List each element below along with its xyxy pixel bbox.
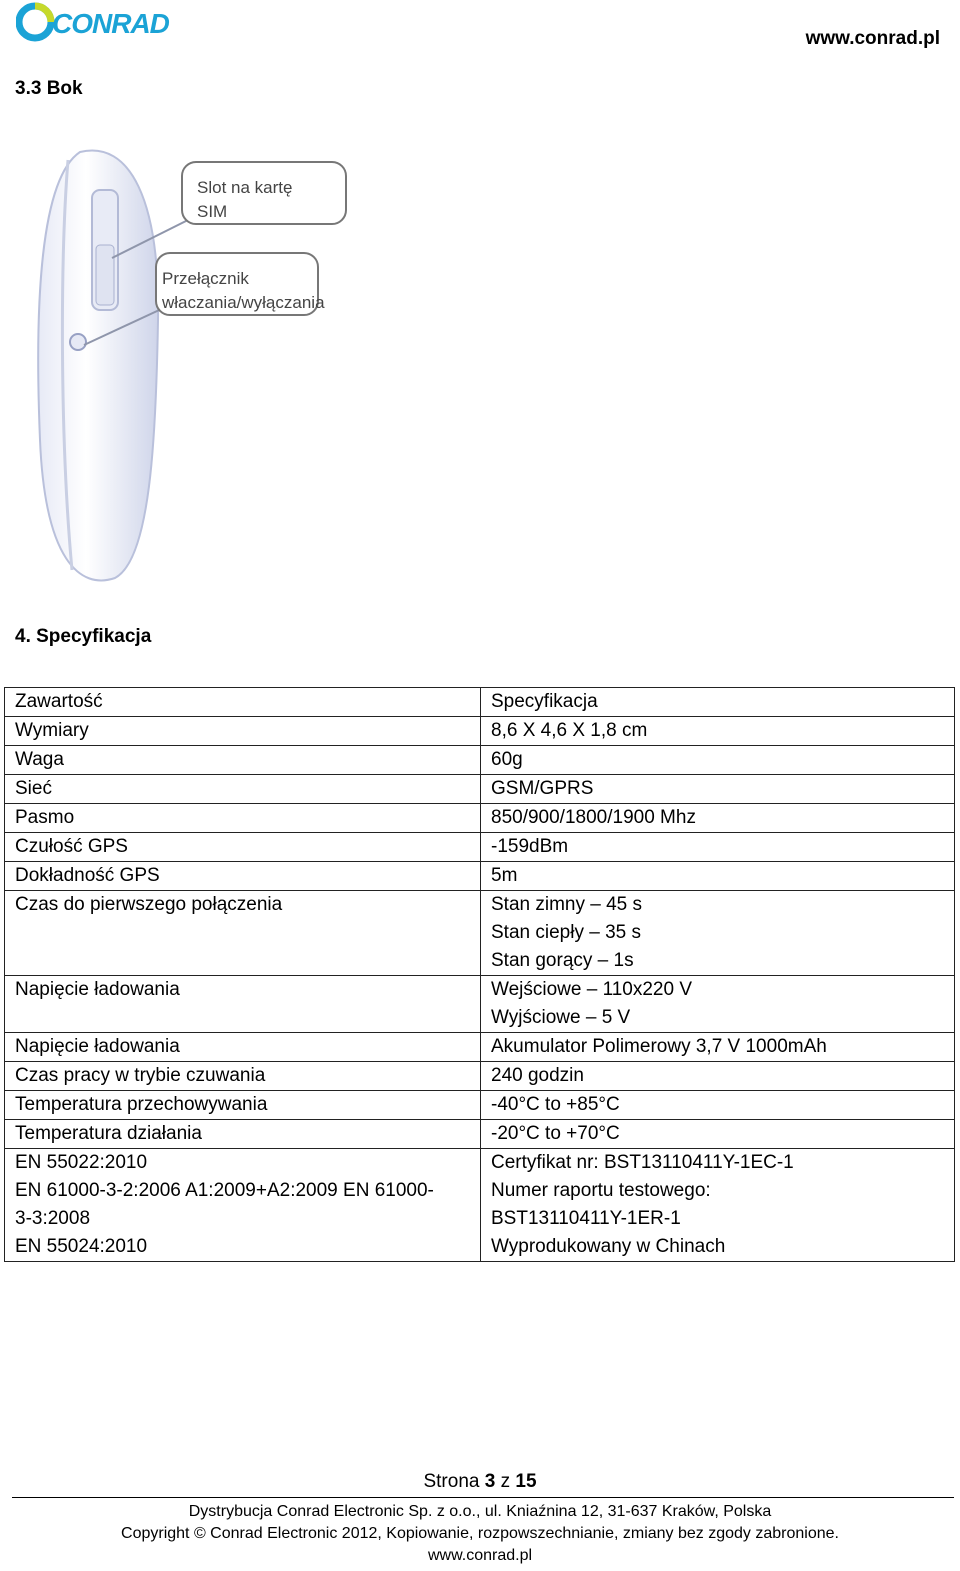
spec-value: Stan zimny – 45 s [491, 894, 643, 915]
spec-value-cell [481, 804, 955, 833]
spec-row [5, 717, 955, 746]
footer-address: Dystrybucja Conrad Electronic Sp. z o.o., ul. Kniaźnina 12, 31-637 Kraków, Polska [188, 1503, 772, 1520]
spec-row [5, 804, 955, 833]
spec-value: -40°C to +85°C [491, 1094, 620, 1115]
spec-value-cell [481, 775, 955, 804]
spec-row [5, 862, 955, 891]
spec-label: Czas do pierwszego połączenia [15, 894, 283, 915]
spec-label-cell [5, 976, 481, 1033]
spec-value-cell [481, 746, 955, 775]
site-url[interactable]: www.conrad.pl [805, 28, 940, 49]
spec-label-cell [5, 1120, 481, 1149]
spec-row [5, 891, 955, 976]
spec-label: 3-3:2008 [15, 1208, 91, 1229]
spec-label: Napięcie ładowania [15, 1036, 180, 1057]
spec-value-cell [481, 1033, 955, 1062]
spec-label-cell [5, 1062, 481, 1091]
footer-copyright: Copyright © Conrad Electronic 2012, Kopiowanie, rozpowszechnianie, zmiany bez zgody zabronione. [121, 1525, 839, 1542]
spec-value: Stan gorący – 1s [491, 950, 634, 971]
spec-value: Wyprodukowany w Chinach [491, 1236, 726, 1257]
spec-value-cell [481, 891, 955, 976]
callout-power-switch-line2: właczania/wyłączania [162, 293, 325, 312]
spec-label: Wymiary [15, 720, 89, 741]
spec-label-cell [5, 1149, 481, 1262]
spec-row [5, 976, 955, 1033]
section-4-title: 4. Specyfikacja [15, 626, 152, 647]
footer-divider [12, 1497, 954, 1498]
spec-value-cell [481, 1120, 955, 1149]
spec-label-cell [5, 688, 481, 717]
spec-value-cell [481, 1091, 955, 1120]
callout-sim-slot-line2: SIM [197, 202, 228, 221]
spec-label-cell [5, 746, 481, 775]
spec-value-cell [481, 833, 955, 862]
spec-label-cell [5, 804, 481, 833]
spec-value: GSM/GPRS [491, 778, 594, 799]
spec-value: Certyfikat nr: BST13110411Y-1EC-1 [491, 1152, 794, 1173]
spec-value: Specyfikacja [491, 691, 598, 712]
spec-row [5, 1120, 955, 1149]
footer-url[interactable]: www.conrad.pl [427, 1547, 533, 1564]
spec-label: Czułość GPS [15, 836, 128, 857]
spec-value-cell [481, 976, 955, 1033]
spec-row [5, 1033, 955, 1062]
spec-value-cell [481, 717, 955, 746]
spec-value: 5m [491, 865, 518, 886]
callout-sim-slot-line1: Slot na kartę [197, 178, 293, 197]
conrad-logo [16, 2, 172, 42]
spec-value: 850/900/1800/1900 Mhz [491, 807, 696, 828]
spec-label-cell [5, 717, 481, 746]
spec-row [5, 1149, 955, 1262]
spec-value: 60g [491, 749, 523, 770]
spec-label: Sieć [15, 778, 52, 799]
spec-label: Temperatura przechowywania [15, 1094, 268, 1115]
spec-value: Akumulator Polimerowy 3,7 V 1000mAh [491, 1036, 827, 1057]
spec-label: Zawartość [15, 691, 103, 712]
page-total: 15 [515, 1471, 537, 1492]
spec-value: Wejściowe – 110x220 V [491, 979, 693, 1000]
spec-row [5, 1091, 955, 1120]
spec-label-cell [5, 833, 481, 862]
spec-label: EN 55024:2010 [15, 1236, 148, 1257]
device-side-illustration [20, 140, 360, 590]
spec-label: EN 61000-3-2:2006 A1:2009+A2:2009 EN 61000- [15, 1180, 434, 1201]
spec-table [4, 687, 955, 1262]
spec-value: -159dBm [491, 836, 569, 857]
spec-value: Wyjściowe – 5 V [491, 1007, 631, 1028]
page-sep: z [500, 1471, 511, 1492]
spec-value: 240 godzin [491, 1065, 584, 1086]
spec-label-cell [5, 891, 481, 976]
spec-value-cell [481, 688, 955, 717]
spec-row [5, 833, 955, 862]
callout-power-switch-line1: Przełącznik [162, 269, 249, 288]
spec-value: 8,6 X 4,6 X 1,8 cm [491, 720, 648, 741]
spec-row [5, 775, 955, 804]
spec-label-cell [5, 862, 481, 891]
spec-label: Czas pracy w trybie czuwania [15, 1065, 266, 1086]
spec-label: Dokładność GPS [15, 865, 160, 886]
spec-label: Waga [15, 749, 64, 770]
page-number [0, 1471, 960, 1493]
spec-value: BST13110411Y-1ER-1 [491, 1208, 681, 1229]
spec-row [5, 746, 955, 775]
spec-row [5, 688, 955, 717]
spec-value: Numer raportu testowego: [491, 1180, 711, 1201]
spec-label-cell [5, 1033, 481, 1062]
spec-label-cell [5, 775, 481, 804]
spec-value: Stan ciepły – 35 s [491, 922, 641, 943]
spec-label-cell [5, 1091, 481, 1120]
spec-label: Napięcie ładowania [15, 979, 180, 1000]
page-current: 3 [484, 1471, 496, 1492]
page-prefix: Strona [423, 1471, 480, 1492]
spec-value-cell [481, 1062, 955, 1091]
logo-text: CONRAD [52, 8, 169, 39]
section-3-3-title: 3.3 Bok [15, 78, 83, 99]
spec-value: -20°C to +70°C [491, 1123, 620, 1144]
spec-label: EN 55022:2010 [15, 1152, 148, 1173]
spec-value-cell [481, 862, 955, 891]
spec-row [5, 1062, 955, 1091]
spec-value-cell [481, 1149, 955, 1262]
spec-label: Temperatura działania [15, 1123, 202, 1144]
spec-label: Pasmo [15, 807, 75, 828]
